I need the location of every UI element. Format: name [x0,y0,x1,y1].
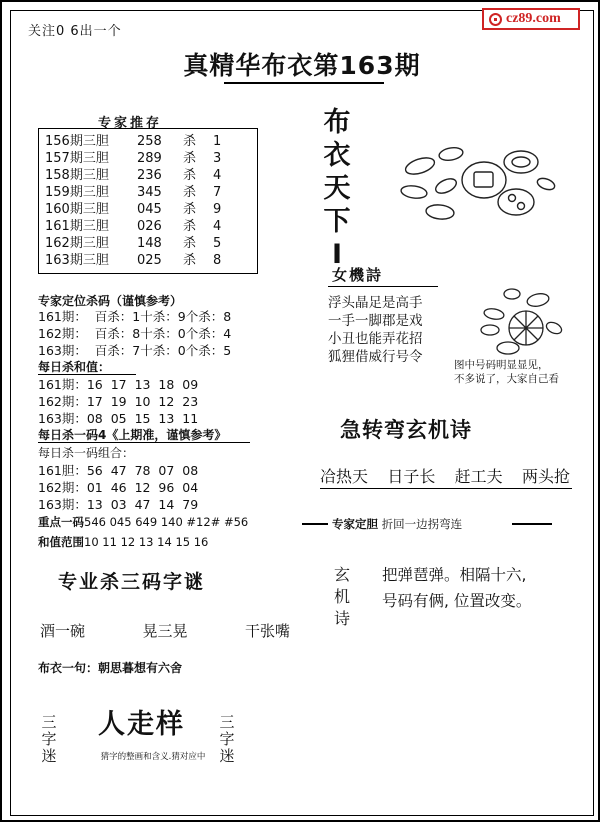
xuanji-line: 把弹琶弹。相隔十六, [382,566,527,584]
focus-code-line [38,514,248,531]
row-period: 156期三胆 [45,134,109,149]
row-kill: 9 [213,202,222,217]
table-row [39,235,257,252]
code4-row: 163期：13 03 47 14 79 [38,497,199,512]
nvji-title: 女機詩 [332,266,384,284]
range-value: 10 11 12 13 14 15 16 [84,535,209,549]
expert-fix-text: 折回一边拐弯连 [381,517,463,531]
row-period: 158期三胆 [45,168,109,183]
buyi-vertical-title: 布衣天下I [323,107,351,270]
image-note-line: 不多说了，大家自己看 [454,373,559,385]
row-kill: 8 [213,253,222,268]
page-title: 真精华布衣第163期 [183,51,421,80]
row-period: 163期三胆 [45,253,109,268]
image-note-line: 图中号码明显显见， [454,359,549,371]
poem-line: 狐狸借威行号令 [328,349,423,365]
logo-text: cz89.com [506,11,561,26]
expert-fix-rule-left [302,523,328,525]
jizhuan-word: 两头抢 [521,467,570,486]
row-nums: 345 [137,185,162,200]
image-note [454,358,559,386]
riddle-footnote: 猜字的整画和含义.猜对应中 [100,752,206,762]
site-logo [482,8,580,30]
sum-underline [38,374,136,375]
row-kill-label: 杀 [183,219,197,234]
kill-section-rows [38,308,231,359]
row-kill-label: 杀 [183,168,197,183]
row-kill-label: 杀 [183,253,197,268]
vertical-label-right: 三字迷 [219,713,235,765]
row-kill: 7 [213,185,222,200]
top-note: 关注0 6出一个 [28,24,122,39]
row-period: 157期三胆 [45,151,109,166]
jizhuan-word: 日子长 [387,467,436,486]
row-nums: 148 [137,236,162,251]
row-nums: 236 [137,168,162,183]
expert-fix-rule-right [512,523,552,525]
kill-row: 162期： 百杀：8十杀：0个杀：4 [38,326,232,341]
focus-label: 重点一码 [38,515,84,529]
row-kill: 3 [213,151,222,166]
table-row [39,150,257,167]
code4-subtitle: 每日杀一码组合： [38,446,135,460]
expert-pick-table [38,128,258,274]
code4-rows [38,462,198,513]
sum-row: 161期：16 17 13 18 09 [38,377,199,392]
coin-icon [489,13,502,26]
row-period: 162期三胆 [45,236,109,251]
riddle-word: 酒一碗 [40,622,86,640]
expert-recommend-heading: 专家推存 [98,116,163,131]
code4-section-title: 每日杀一码4《上期准，谨慎参考》 [38,428,227,442]
poem-line: 小丑也能弄花招 [328,331,423,347]
nvji-poem [328,294,423,366]
jizhuan-word: 赶工夫 [454,467,503,486]
buyi-sentence: 布衣一句：朝思暮想有六舍 [38,661,183,675]
sum-section-rows [38,376,198,427]
jizhuan-word: 冾热天 [320,467,369,486]
vertical-label-left: 三字迷 [41,713,57,765]
poem-line: 浮头晶足是高手 [328,295,423,311]
riddle-words [40,620,290,641]
row-kill: 4 [213,219,222,234]
row-nums: 026 [137,219,162,234]
row-period: 161期三胆 [45,219,109,234]
table-row [39,184,257,201]
range-label: 和值范围 [38,535,84,549]
riddle-title: 专业杀三码字谜 [58,571,206,593]
jizhuan-underline [320,488,572,489]
row-nums: 025 [137,253,162,268]
xuanji-vertical-label: 玄机诗 [333,565,350,628]
xuanji-text [382,562,572,614]
riddle-word: 晃三晃 [142,622,188,640]
scattered-stones-drawing [394,140,564,232]
table-row [39,167,257,184]
table-row [39,201,257,218]
table-row [39,133,257,150]
expert-fix-line [332,516,462,532]
big-phrase: 人走样 [98,709,185,740]
jizhuan-title: 急转弯玄机诗 [340,418,472,442]
row-period: 160期三胆 [45,202,109,217]
table-row [39,218,257,235]
row-kill-label: 杀 [183,151,197,166]
row-nums: 258 [137,134,162,149]
row-kill-label: 杀 [183,134,197,149]
range-line [38,534,208,551]
jizhuan-poem [320,464,570,487]
code4-row: 162期：01 46 12 96 04 [38,480,199,495]
row-kill-label: 杀 [183,185,197,200]
title-underline [224,82,384,84]
kill-section-title: 专家定位杀码（谨慎参考） [38,294,183,308]
row-period: 159期三胆 [45,185,109,200]
row-kill: 5 [213,236,222,251]
sum-row: 163期：08 05 15 13 11 [38,411,199,426]
code4-underline [38,442,250,443]
kill-row: 161期： 百杀：1十杀：9个杀：8 [38,309,232,324]
row-nums: 045 [137,202,162,217]
row-kill: 1 [213,134,222,149]
poem-line: 一手一脚郡是戏 [328,313,423,329]
expert-fix-label: 专家定胆 [332,517,378,531]
sum-row: 162期：17 19 10 12 23 [38,394,199,409]
row-kill-label: 杀 [183,202,197,217]
kill-row: 163期： 百杀：7十杀：0个杀：5 [38,343,232,358]
focus-value: 546 045 649 140 #12# #56 [84,515,249,529]
row-kill-label: 杀 [183,236,197,251]
riddle-word: 干张嘴 [244,622,290,640]
sum-section-title: 每日杀和值： [38,360,111,374]
row-nums: 289 [137,151,162,166]
ball-cluster-drawing [472,284,572,365]
nvji-underline [328,286,438,287]
row-kill: 4 [213,168,222,183]
xuanji-line: 号码有俩, 位置改变。 [382,592,532,610]
code4-row: 161胆：56 47 78 07 08 [38,463,199,478]
table-row [39,252,257,269]
